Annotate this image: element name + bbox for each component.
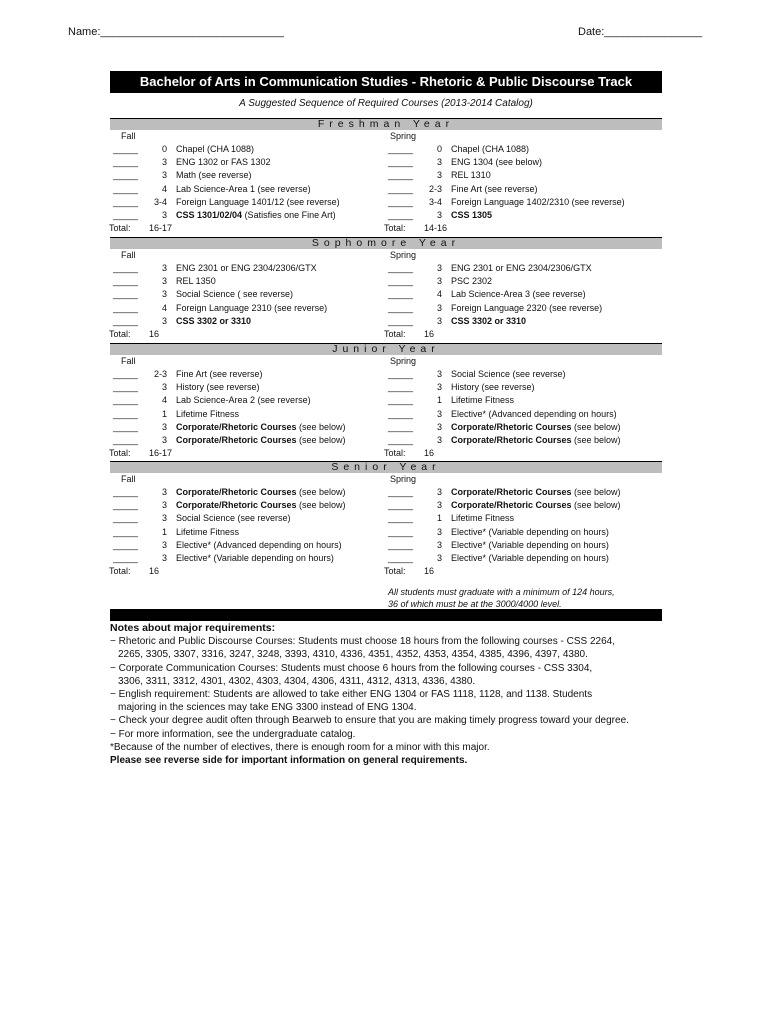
checkoff-blank[interactable]: _____ bbox=[113, 170, 139, 181]
course-name: Corporate/Rhetoric Courses (see below) bbox=[451, 434, 621, 445]
course-name: Elective* (Advanced depending on hours) bbox=[176, 539, 342, 550]
course-row bbox=[113, 408, 240, 421]
total-hours: 14-16 bbox=[424, 223, 448, 234]
checkoff-blank[interactable]: _____ bbox=[113, 157, 139, 168]
checkoff-blank[interactable]: _____ bbox=[113, 369, 139, 379]
credit-hours: 3 bbox=[436, 302, 442, 313]
semester-label: Spring bbox=[390, 356, 417, 366]
course-row bbox=[113, 394, 311, 407]
credit-hours: 3 bbox=[436, 382, 442, 393]
course-name bbox=[176, 315, 251, 328]
credit-hours: 1 bbox=[436, 513, 442, 524]
course-name: ENG 2301 or ENG 2304/2306/GTX bbox=[451, 263, 592, 273]
checkoff-blank[interactable]: _____ bbox=[388, 369, 414, 379]
course-name-bold: Corporate/Rhetoric Courses bbox=[451, 421, 572, 432]
course-name bbox=[451, 209, 492, 222]
total-hours: 16 bbox=[424, 328, 435, 339]
checkoff-blank[interactable]: _____ bbox=[388, 144, 414, 154]
course-name-bold: CSS 3302 or 3310 bbox=[176, 315, 252, 326]
course-name: Elective* (Variable depending on hours) bbox=[451, 539, 609, 550]
course-row bbox=[388, 526, 609, 539]
graduation-note bbox=[388, 586, 615, 610]
course-name: Foreign Language 1401/12 (see reverse) bbox=[176, 196, 340, 207]
course-name: Lifetime Fitness bbox=[176, 526, 240, 537]
semester-total bbox=[109, 565, 160, 578]
course-name-bold: Corporate/Rhetoric Courses bbox=[176, 487, 297, 497]
credit-hours: 3 bbox=[436, 315, 442, 326]
course-name: ENG 2301 or ENG 2304/2306/GTX bbox=[176, 263, 317, 273]
year-header: Senior Year bbox=[110, 461, 662, 473]
course-row bbox=[113, 275, 216, 288]
course-row bbox=[113, 262, 317, 275]
semester-total bbox=[384, 222, 448, 235]
course-name: Elective* (Advanced depending on hours) bbox=[451, 408, 617, 419]
total-label: Total: bbox=[109, 328, 131, 339]
checkoff-blank[interactable]: _____ bbox=[113, 276, 139, 287]
course-row bbox=[388, 486, 621, 499]
course-row bbox=[113, 169, 252, 182]
course-name: Lifetime Fitness bbox=[176, 408, 240, 419]
checkoff-blank[interactable]: _____ bbox=[388, 434, 414, 445]
course-row bbox=[388, 421, 621, 434]
checkoff-blank[interactable]: _____ bbox=[388, 408, 414, 419]
credit-hours: 3 bbox=[436, 263, 442, 273]
course-name: Fine Art (see reverse) bbox=[176, 369, 263, 379]
semester-column bbox=[109, 473, 346, 578]
semester-total bbox=[109, 328, 160, 341]
credit-hours: 4 bbox=[161, 395, 167, 406]
credit-hours: 4 bbox=[436, 289, 442, 300]
checkoff-blank[interactable]: _____ bbox=[113, 526, 139, 537]
course-name: REL 1350 bbox=[176, 276, 216, 287]
credit-hours: 3 bbox=[161, 289, 167, 300]
checkoff-blank[interactable]: _____ bbox=[113, 196, 139, 207]
checkoff-blank[interactable]: _____ bbox=[388, 196, 414, 207]
course-row bbox=[113, 539, 342, 552]
course-row bbox=[113, 302, 328, 315]
credit-hours: 4 bbox=[161, 183, 167, 194]
semester-column bbox=[384, 130, 625, 235]
course-name-bold: CSS 1301/02/04 bbox=[176, 209, 243, 220]
course-name-bold: CSS 1305 bbox=[451, 209, 493, 220]
course-name-bold: Corporate/Rhetoric Courses bbox=[176, 434, 297, 445]
credit-hours: 3 bbox=[436, 487, 442, 497]
course-row bbox=[113, 552, 334, 565]
credit-hours: 3 bbox=[436, 170, 442, 181]
note-item-continued: majoring in the sciences may take ENG 3300 instead of ENG 1304. bbox=[118, 702, 417, 714]
course-name: Elective* (Variable depending on hours) bbox=[176, 552, 334, 563]
course-name-bold: Corporate/Rhetoric Courses bbox=[451, 500, 572, 511]
credit-hours: 3 bbox=[436, 157, 442, 168]
checkoff-blank[interactable]: _____ bbox=[388, 289, 414, 300]
total-label: Total: bbox=[109, 566, 131, 577]
credit-hours: 0 bbox=[436, 144, 442, 154]
course-name: Math (see reverse) bbox=[176, 170, 252, 181]
course-row bbox=[388, 381, 535, 394]
course-name-bold: Corporate/Rhetoric Courses bbox=[176, 500, 297, 511]
semester-total bbox=[109, 447, 173, 460]
semester-column bbox=[109, 130, 340, 235]
note-item-continued: 3306, 3311, 3312, 4301, 4302, 4303, 4304, 4306, 4311, 4312, 4313, 4336, 4380. bbox=[118, 675, 476, 687]
course-row bbox=[113, 196, 340, 209]
semester-total bbox=[384, 328, 435, 341]
course-row bbox=[113, 526, 240, 539]
credit-hours: 3 bbox=[161, 157, 167, 168]
course-name: History (see reverse) bbox=[451, 382, 535, 393]
course-row bbox=[388, 539, 609, 552]
checkoff-blank[interactable]: _____ bbox=[113, 263, 139, 273]
course-row bbox=[113, 421, 346, 434]
semester-label: Fall bbox=[121, 131, 136, 141]
semester-label: Fall bbox=[121, 356, 136, 366]
course-name: Elective* (Variable depending on hours) bbox=[451, 552, 609, 563]
total-hours: 16 bbox=[149, 566, 160, 577]
course-name: Chapel (CHA 1088) bbox=[176, 144, 255, 154]
credit-hours: 3 bbox=[161, 382, 167, 393]
course-name: Corporate/Rhetoric Courses (see below) bbox=[176, 421, 346, 432]
note-item: − For more information, see the undergraduate catalog. bbox=[110, 728, 356, 740]
checkoff-blank[interactable]: _____ bbox=[388, 552, 414, 563]
course-name: CSS 1301/02/04 (Satisfies one Fine Art) bbox=[176, 209, 336, 220]
course-row bbox=[113, 156, 271, 169]
note-item: *Because of the number of electives, there is enough room for a minor with this major. bbox=[110, 741, 490, 753]
course-row bbox=[388, 434, 621, 447]
notes-footer: Please see reverse side for important information on general requirements. bbox=[110, 755, 468, 767]
course-row bbox=[388, 512, 515, 525]
name-field[interactable]: Name:______________________________ bbox=[68, 26, 284, 38]
credit-hours: 3 bbox=[436, 369, 442, 379]
course-name: ENG 1304 (see below) bbox=[451, 157, 543, 168]
credit-hours: 0 bbox=[161, 144, 167, 154]
credit-hours: 3 bbox=[161, 276, 167, 287]
credit-hours: 3-4 bbox=[153, 196, 167, 207]
course-name: Social Science ( see reverse) bbox=[176, 289, 294, 300]
checkoff-blank[interactable]: _____ bbox=[113, 302, 139, 313]
semester-column bbox=[109, 249, 328, 341]
credit-hours: 3 bbox=[161, 315, 167, 326]
credit-hours: 3 bbox=[436, 209, 442, 220]
credit-hours: 3 bbox=[161, 552, 167, 563]
credit-hours: 2-3 bbox=[153, 369, 167, 379]
course-name: Corporate/Rhetoric Courses (see below) bbox=[176, 434, 346, 445]
course-name: Foreign Language 1402/2310 (see reverse) bbox=[451, 196, 625, 207]
course-name: Lifetime Fitness bbox=[451, 395, 515, 406]
course-name-bold: Corporate/Rhetoric Courses bbox=[176, 421, 297, 432]
checkoff-blank[interactable]: _____ bbox=[388, 157, 414, 168]
checkoff-blank[interactable]: _____ bbox=[388, 539, 414, 550]
semester-total bbox=[109, 222, 173, 235]
course-name: History (see reverse) bbox=[176, 382, 260, 393]
page-title: Bachelor of Arts in Communication Studies - Rhetoric & Public Discourse Track bbox=[110, 71, 662, 93]
checkoff-blank[interactable]: _____ bbox=[388, 513, 414, 524]
checkoff-blank[interactable]: _____ bbox=[388, 500, 414, 511]
checkoff-blank[interactable]: _____ bbox=[113, 539, 139, 550]
course-name-bold: CSS 3302 or 3310 bbox=[451, 315, 527, 326]
credit-hours: 3 bbox=[436, 434, 442, 445]
credit-hours: 1 bbox=[436, 395, 442, 406]
course-row bbox=[388, 143, 530, 156]
checkoff-blank[interactable]: _____ bbox=[113, 395, 139, 406]
checkoff-blank[interactable]: _____ bbox=[388, 315, 414, 326]
checkoff-blank[interactable]: _____ bbox=[388, 526, 414, 537]
course-row bbox=[388, 394, 515, 407]
course-name: Corporate/Rhetoric Courses (see below) bbox=[451, 487, 621, 497]
credit-hours: 1 bbox=[161, 526, 167, 537]
semester-column bbox=[384, 355, 621, 460]
course-row bbox=[113, 209, 336, 222]
date-field[interactable]: Date:________________ bbox=[578, 26, 703, 38]
course-name: Chapel (CHA 1088) bbox=[451, 144, 530, 154]
course-row bbox=[113, 434, 346, 447]
course-name: Corporate/Rhetoric Courses (see below) bbox=[451, 500, 621, 511]
course-row bbox=[113, 381, 260, 394]
course-row bbox=[388, 368, 566, 381]
credit-hours: 3 bbox=[161, 513, 167, 524]
section-divider bbox=[110, 609, 662, 621]
checkoff-blank[interactable]: _____ bbox=[388, 183, 414, 194]
credit-hours: 1 bbox=[161, 408, 167, 419]
course-row bbox=[113, 368, 263, 381]
checkoff-blank[interactable]: _____ bbox=[113, 382, 139, 393]
checkoff-blank[interactable]: _____ bbox=[113, 209, 139, 220]
semester-column bbox=[109, 355, 346, 460]
credit-hours: 3 bbox=[436, 500, 442, 511]
credit-hours: 3-4 bbox=[428, 196, 442, 207]
credit-hours: 3 bbox=[436, 408, 442, 419]
course-row bbox=[113, 499, 346, 512]
course-row bbox=[388, 499, 621, 512]
course-row bbox=[388, 552, 609, 565]
checkoff-blank[interactable]: _____ bbox=[113, 421, 139, 432]
credit-hours: 3 bbox=[436, 276, 442, 287]
total-label: Total: bbox=[384, 448, 406, 459]
credit-hours: 3 bbox=[161, 434, 167, 445]
course-row bbox=[388, 262, 592, 275]
course-name: Lifetime Fitness bbox=[451, 513, 515, 524]
total-label: Total: bbox=[384, 328, 406, 339]
semester-total bbox=[384, 565, 435, 578]
semester-label: Spring bbox=[390, 131, 417, 141]
credit-hours: 3 bbox=[161, 170, 167, 181]
course-row bbox=[113, 288, 294, 301]
course-row bbox=[388, 156, 543, 169]
note-item-continued: 2265, 3305, 3307, 3316, 3247, 3248, 3393, 4310, 4336, 4351, 4352, 4353, 4354, 4385, 4396, 4397, 4380. bbox=[118, 649, 588, 661]
course-name: PSC 2302 bbox=[451, 276, 493, 287]
course-name: Corporate/Rhetoric Courses (see below) bbox=[176, 500, 346, 511]
checkoff-blank[interactable]: _____ bbox=[113, 408, 139, 419]
course-row bbox=[113, 486, 346, 499]
total-hours: 16 bbox=[424, 566, 435, 577]
course-name: Lab Science-Area 1 (see reverse) bbox=[176, 183, 311, 194]
credit-hours: 3 bbox=[161, 421, 167, 432]
course-row bbox=[388, 288, 586, 301]
course-row bbox=[388, 315, 527, 328]
total-hours: 16-17 bbox=[149, 223, 173, 234]
course-row bbox=[388, 183, 538, 196]
course-name: ENG 1302 or FAS 1302 bbox=[176, 157, 271, 168]
course-row bbox=[388, 209, 493, 222]
notes-section bbox=[110, 622, 670, 767]
credit-hours: 3 bbox=[161, 500, 167, 511]
total-hours: 16 bbox=[424, 448, 435, 459]
course-name: Corporate/Rhetoric Courses (see below) bbox=[176, 487, 346, 497]
checkoff-blank[interactable]: _____ bbox=[113, 144, 139, 154]
course-row bbox=[113, 183, 311, 196]
course-row bbox=[113, 315, 252, 328]
note-item: − Check your degree audit often through Bearweb to ensure that you are making timely progress toward your degree. bbox=[110, 715, 629, 727]
graduation-note-line: All students must graduate with a minimum of 124 hours, bbox=[388, 587, 615, 597]
course-name: Lab Science-Area 3 (see reverse) bbox=[451, 289, 586, 300]
course-name-bold: Corporate/Rhetoric Courses bbox=[451, 487, 572, 497]
page-subtitle: A Suggested Sequence of Required Courses (2013-2014 Catalog) bbox=[239, 98, 533, 109]
course-name: Corporate/Rhetoric Courses (see below) bbox=[451, 421, 621, 432]
course-name: REL 1310 bbox=[451, 170, 491, 181]
course-row bbox=[388, 196, 625, 209]
credit-hours: 3 bbox=[161, 209, 167, 220]
credit-hours: 3 bbox=[161, 487, 167, 497]
year-header: Sophomore Year bbox=[110, 237, 662, 249]
course-row bbox=[388, 302, 603, 315]
credit-hours: 3 bbox=[436, 552, 442, 563]
year-header: Freshman Year bbox=[110, 118, 662, 130]
semester-label: Spring bbox=[390, 474, 417, 484]
course-row bbox=[113, 512, 291, 525]
credit-hours: 3 bbox=[161, 263, 167, 273]
checkoff-blank[interactable]: _____ bbox=[388, 395, 414, 406]
course-name bbox=[451, 315, 526, 328]
note-item: − Rhetoric and Public Discourse Courses: Students must choose 18 hours from the following courses - CSS 2264, bbox=[110, 636, 615, 648]
course-name: Social Science (see reverse) bbox=[176, 513, 291, 524]
total-hours: 16-17 bbox=[149, 448, 173, 459]
note-item: − Corporate Communication Courses: Students must choose 6 hours from the following courses - CSS 3304, bbox=[110, 662, 593, 674]
checkoff-blank[interactable]: _____ bbox=[388, 209, 414, 220]
checkoff-blank[interactable]: _____ bbox=[113, 500, 139, 511]
notes-heading: Notes about major requirements: bbox=[110, 622, 276, 634]
checkoff-blank[interactable]: _____ bbox=[113, 183, 139, 194]
total-label: Total: bbox=[384, 566, 406, 577]
checkoff-blank[interactable]: _____ bbox=[113, 552, 139, 563]
checkoff-blank[interactable]: _____ bbox=[113, 487, 139, 497]
course-name: Fine Art (see reverse) bbox=[451, 183, 538, 194]
course-row bbox=[388, 169, 491, 182]
checkoff-blank[interactable]: _____ bbox=[388, 487, 414, 497]
credit-hours: 3 bbox=[436, 539, 442, 550]
year-header: Junior Year bbox=[110, 343, 662, 355]
course-name-bold: Corporate/Rhetoric Courses bbox=[451, 434, 572, 445]
semester-column bbox=[384, 473, 621, 578]
course-name: Foreign Language 2320 (see reverse) bbox=[451, 302, 603, 313]
checkoff-blank[interactable]: _____ bbox=[113, 315, 139, 326]
graduation-note-line: 36 of which must be at the 3000/4000 level. bbox=[388, 599, 562, 609]
credit-hours: 2-3 bbox=[428, 183, 442, 194]
credit-hours: 4 bbox=[161, 302, 167, 313]
checkoff-blank[interactable]: _____ bbox=[113, 289, 139, 300]
checkoff-blank[interactable]: _____ bbox=[388, 302, 414, 313]
checkoff-blank[interactable]: _____ bbox=[388, 276, 414, 287]
credit-hours: 3 bbox=[436, 421, 442, 432]
course-row bbox=[113, 143, 255, 156]
course-row bbox=[388, 408, 617, 421]
total-label: Total: bbox=[109, 223, 131, 234]
checkoff-blank[interactable]: _____ bbox=[388, 263, 414, 273]
total-label: Total: bbox=[109, 448, 131, 459]
semester-total bbox=[384, 447, 435, 460]
course-name: Elective* (Variable depending on hours) bbox=[451, 526, 609, 537]
course-name: Foreign Language 2310 (see reverse) bbox=[176, 302, 328, 313]
course-name: Social Science (see reverse) bbox=[451, 369, 566, 379]
checkoff-blank[interactable]: _____ bbox=[113, 434, 139, 445]
checkoff-blank[interactable]: _____ bbox=[388, 382, 414, 393]
checkoff-blank[interactable]: _____ bbox=[388, 170, 414, 181]
checkoff-blank[interactable]: _____ bbox=[113, 513, 139, 524]
credit-hours: 3 bbox=[436, 526, 442, 537]
note-item: − English requirement: Students are allowed to take either ENG 1304 or FAS 1118, 1128, and 1138. Students bbox=[110, 689, 593, 701]
checkoff-blank[interactable]: _____ bbox=[388, 421, 414, 432]
total-label: Total: bbox=[384, 223, 406, 234]
credit-hours: 3 bbox=[161, 539, 167, 550]
semester-label: Spring bbox=[390, 250, 417, 260]
course-name: Lab Science-Area 2 (see reverse) bbox=[176, 395, 311, 406]
semester-label: Fall bbox=[121, 474, 136, 484]
semester-column bbox=[384, 249, 603, 341]
course-row bbox=[388, 275, 493, 288]
semester-label: Fall bbox=[121, 250, 136, 260]
total-hours: 16 bbox=[149, 328, 160, 339]
